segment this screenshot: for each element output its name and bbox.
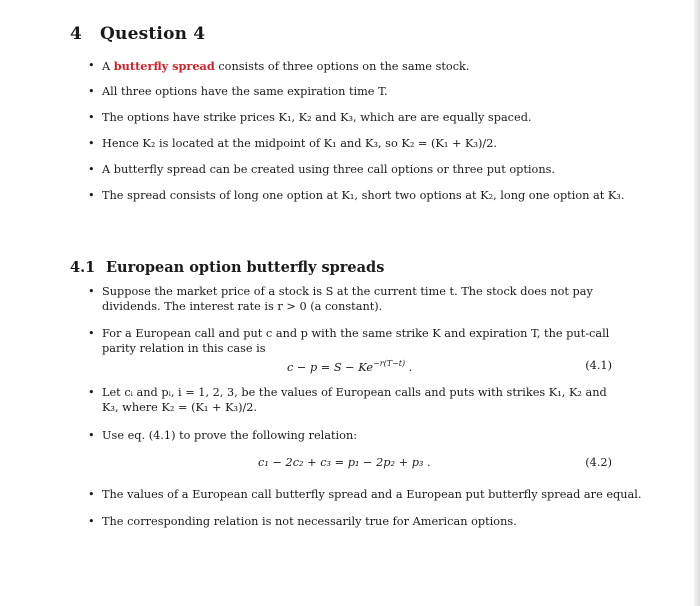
bullet-icon: • bbox=[88, 111, 95, 124]
bullet-text-line1: For a European call and put c and p with the same strike K and expiration T, the put-call bbox=[102, 327, 610, 340]
section-title bbox=[70, 24, 205, 44]
bullet-icon: • bbox=[88, 285, 95, 298]
bullet-text: The corresponding relation is not necessarily true for American options. bbox=[102, 515, 517, 528]
bullet-icon: • bbox=[88, 85, 95, 98]
bullet-text-line2: parity relation in this case is bbox=[102, 342, 266, 355]
section-number: 4 bbox=[70, 24, 83, 44]
bullet-icon: • bbox=[88, 515, 95, 528]
subsection-title bbox=[70, 259, 384, 276]
bullet-text: Use eq. (4.1) to prove the following relation: bbox=[102, 429, 358, 442]
section-title-text: Question 4 bbox=[100, 24, 206, 44]
equation-4-1 bbox=[287, 359, 412, 374]
bullet-text-line1: Let cᵢ and pᵢ, i = 1, 2, 3, be the values of European calls and puts with strikes K₁, K₂ and bbox=[102, 386, 607, 399]
bullet-icon: • bbox=[88, 327, 95, 340]
bullet-icon: • bbox=[88, 163, 95, 176]
bullet-icon: • bbox=[88, 59, 95, 72]
equation-exponent: −r(T−t) bbox=[373, 359, 406, 368]
subsection-number: 4.1 bbox=[70, 259, 96, 276]
bullet-text: The spread consists of long one option at K₁, short two options at K₂, long one option at K₃. bbox=[102, 189, 625, 202]
bullet-icon: • bbox=[88, 429, 95, 442]
equation-label-4-1: (4.1) bbox=[585, 359, 612, 372]
highlighted-term: butterfly spread bbox=[113, 59, 215, 73]
bullet-icon: • bbox=[88, 488, 95, 501]
equation-lhs: c − p = S − Ke bbox=[287, 360, 374, 374]
bullet-text-line2: K₃, where K₂ = (K₁ + K₃)/2. bbox=[102, 401, 258, 414]
bullet-text: The values of a European call butterfly spread and a European put butterfly spread are equal. bbox=[102, 488, 642, 501]
bullet-icon: • bbox=[88, 137, 95, 150]
bullet-text-post: consists of three options on the same stock. bbox=[214, 60, 470, 73]
bullet-text: A butterfly spread can be created using three call options or three put options. bbox=[102, 163, 555, 176]
bullet-text-pre: A bbox=[102, 60, 114, 73]
equation-4-2: c₁ − 2c₂ + c₃ = p₁ − 2p₂ + p₃ . bbox=[258, 456, 431, 469]
bullet-text: The options have strike prices K₁, K₂ and K₃, which are are equally spaced. bbox=[102, 111, 532, 124]
subsection-title-text: European option butterfly spreads bbox=[106, 259, 385, 276]
bullet-icon: • bbox=[88, 386, 95, 399]
equation-tail: . bbox=[405, 360, 413, 374]
bullet-icon: • bbox=[88, 189, 95, 202]
bullet-text: Hence K₂ is located at the midpoint of K₁ and K₃, so K₂ = (K₁ + K₃)/2. bbox=[102, 137, 497, 150]
bullet-text: All three options have the same expiration time T. bbox=[102, 85, 388, 98]
bullet-text-line2: dividends. The interest rate is r > 0 (a constant). bbox=[102, 300, 383, 313]
bullet-text-line1: Suppose the market price of a stock is S at the current time t. The stock does not pay bbox=[102, 285, 593, 298]
equation-label-4-2: (4.2) bbox=[585, 456, 612, 469]
page-edge-shadow bbox=[694, 0, 700, 606]
